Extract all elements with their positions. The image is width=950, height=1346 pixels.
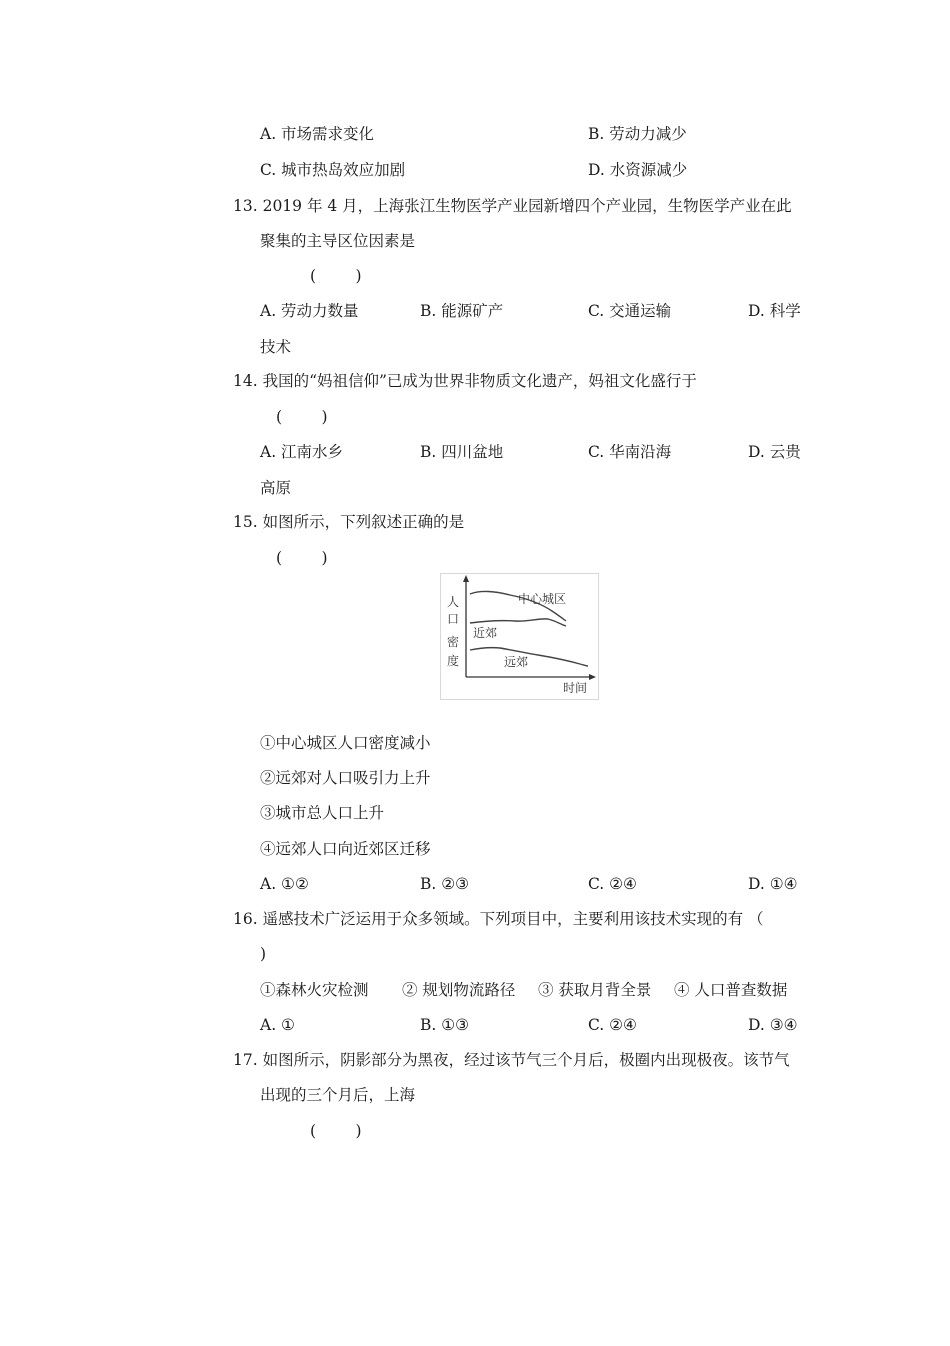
- label-far-suburb: 远郊: [504, 655, 529, 669]
- label-near-suburb: 近郊: [473, 626, 498, 640]
- q13-stem-line2: 聚集的主导区位因素是: [260, 232, 416, 250]
- q15-option-c: C. ②④: [588, 875, 637, 893]
- q15-statement-3: ③城市总人口上升: [260, 804, 385, 822]
- q14-stem: 14. 我国的“妈祖信仰”已成为世界非物质文化遗产，妈祖文化盛行于: [233, 372, 697, 390]
- q15-statement-1: ①中心城区人口密度减小: [260, 734, 431, 752]
- y-label-char-4: 度: [447, 654, 460, 668]
- q13-option-a: A. 劳动力数量: [260, 302, 359, 320]
- q12-option-b: B. 劳动力减少: [588, 125, 687, 143]
- q14-option-d: D. 云贵: [748, 443, 801, 461]
- q13-option-d: D. 科学: [748, 302, 801, 320]
- q14-option-c: C. 华南沿海: [588, 443, 672, 461]
- q15-statement-4: ④远郊人口向近郊区迁移: [260, 840, 431, 858]
- q16-option-c: C. ②④: [588, 1016, 637, 1034]
- q16-item-4: ④ 人口普查数据: [674, 981, 788, 999]
- q16-option-a: A. ①: [260, 1016, 295, 1034]
- q15-stem: 15. 如图所示，下列叙述正确的是: [233, 513, 465, 531]
- q15-option-d: D. ①④: [748, 875, 798, 893]
- q12-option-c: C. 城市热岛效应加剧: [260, 161, 406, 179]
- q13-stem-line1: 13. 2019 年 4 月，上海张江生物医学产业园新增四个产业园，生物医学产业在此: [233, 197, 792, 215]
- q16-item-1: ①森林火灾检测: [260, 981, 369, 999]
- q16-option-b: B. ①③: [420, 1016, 470, 1034]
- q14-option-a: A. 江南水乡: [260, 443, 344, 461]
- q15-option-b: B. ②③: [420, 875, 470, 893]
- q15-statement-2: ②远郊对人口吸引力上升: [260, 769, 431, 787]
- q14-option-d-wrap: 高原: [260, 479, 292, 497]
- y-label-char-3: 密: [447, 635, 460, 649]
- q13-option-b: B. 能源矿产: [420, 302, 504, 320]
- q13-option-d-wrap: 技术: [260, 338, 292, 356]
- q13-option-c: C. 交通运输: [588, 302, 672, 320]
- q12-option-a: A. 市场需求变化: [260, 125, 375, 143]
- label-central-district: 中心城区: [518, 592, 567, 606]
- y-label-char-1: 人: [447, 595, 460, 609]
- y-label-char-2: 口: [447, 612, 460, 626]
- q14-option-b: B. 四川盆地: [420, 443, 504, 461]
- q12-option-d: D. 水资源减少: [588, 161, 688, 179]
- q17-stem-line2: 出现的三个月后，上海: [260, 1086, 416, 1104]
- q15-option-a: A. ①②: [260, 875, 309, 893]
- population-density-figure: [440, 573, 600, 701]
- q16-item-3: ③ 获取月背全景: [538, 981, 652, 999]
- q16-option-d: D. ③④: [748, 1016, 798, 1034]
- q16-stem: 16. 遥感技术广泛运用于众多领域。下列项目中，主要利用该技术实现的有 （: [233, 910, 764, 928]
- x-axis-label: 时间: [563, 681, 588, 695]
- q17-stem-line1: 17. 如图所示，阴影部分为黑夜，经过该节气三个月后，极圈内出现极夜。该节气: [233, 1051, 790, 1069]
- q17-answer-bracket: ( ): [310, 1122, 362, 1140]
- q16-stem-close: ): [260, 945, 267, 963]
- q16-item-2: ② 规划物流路径: [402, 981, 516, 999]
- q14-answer-bracket: ( ): [276, 408, 328, 426]
- q13-answer-bracket: ( ): [310, 267, 362, 285]
- q15-answer-bracket: ( ): [276, 549, 328, 567]
